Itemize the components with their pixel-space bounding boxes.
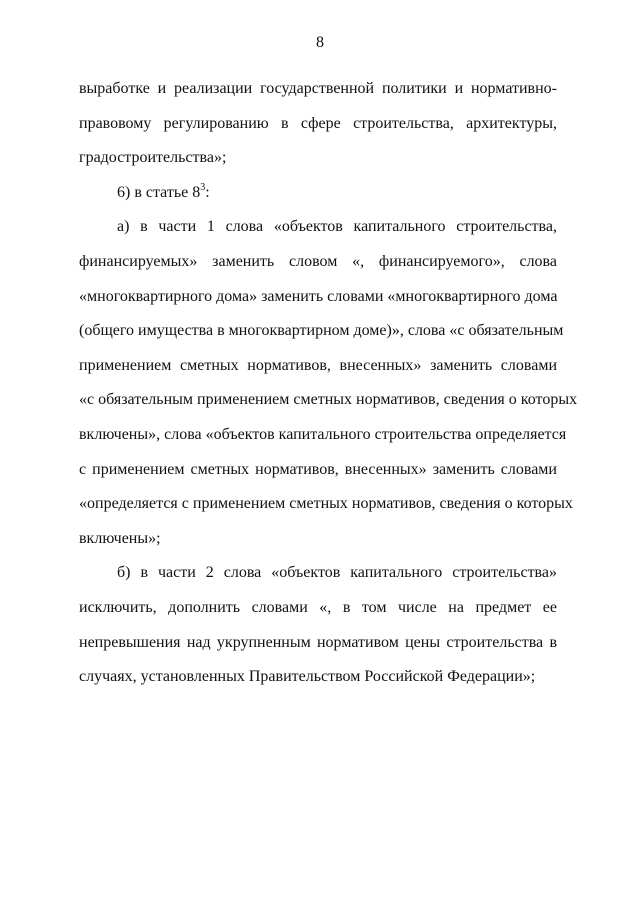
- text-line: выработке и реализации государственной политики и нормативно-: [79, 80, 557, 97]
- text-line: включены», слова «объектов капитального строительства определяется: [79, 425, 567, 443]
- document-body: [79, 72, 578, 695]
- paragraph-continuation: [79, 72, 557, 176]
- text-line: «с обязательным применением сметных нормативов, сведения о которых: [79, 391, 578, 409]
- text-line: «определяется с применением сметных нормативов, сведения о которых: [79, 495, 573, 513]
- text-line: (общего имущества в многоквартирном доме)», слова «с обязательным: [79, 322, 564, 340]
- text-line: непревышения над укрупненным нормативом цены строительства в: [79, 633, 557, 651]
- paragraph-subitem-a: [79, 210, 578, 556]
- text-line: а) в части 1 слова «объектов капитального строительства,: [117, 218, 557, 236]
- text-line: исключить, дополнить словами «, в том числе на предмет ее: [79, 598, 557, 616]
- superscript: 3: [200, 181, 206, 193]
- page-number: 8: [316, 34, 324, 51]
- text-line: «многоквартирного дома» заменить словами «многоквартирного дома: [79, 287, 558, 305]
- text-line: градостроительства»;: [79, 149, 227, 167]
- text-line: с применением сметных нормативов, внесенных» заменить словами: [79, 460, 557, 478]
- text-line: правовому регулированию в сфере строительства, архитектуры,: [79, 114, 557, 132]
- item-6-text: 6) в статье 8: [117, 183, 201, 201]
- text-line: включены»;: [79, 529, 161, 547]
- text-line: [79, 176, 557, 211]
- paragraph-subitem-b: [79, 556, 557, 694]
- paragraph-item-6: [79, 176, 557, 211]
- text-line: б) в части 2 слова «объектов капитального строительства»: [117, 564, 557, 582]
- item-6-colon: :: [205, 183, 210, 201]
- text-line: применением сметных нормативов, внесенных» заменить словами: [79, 356, 557, 374]
- text-line: случаях, установленных Правительством Российской Федерации»;: [79, 668, 536, 686]
- text-line: финансируемых» заменить словом «, финансируемого», слова: [79, 252, 557, 270]
